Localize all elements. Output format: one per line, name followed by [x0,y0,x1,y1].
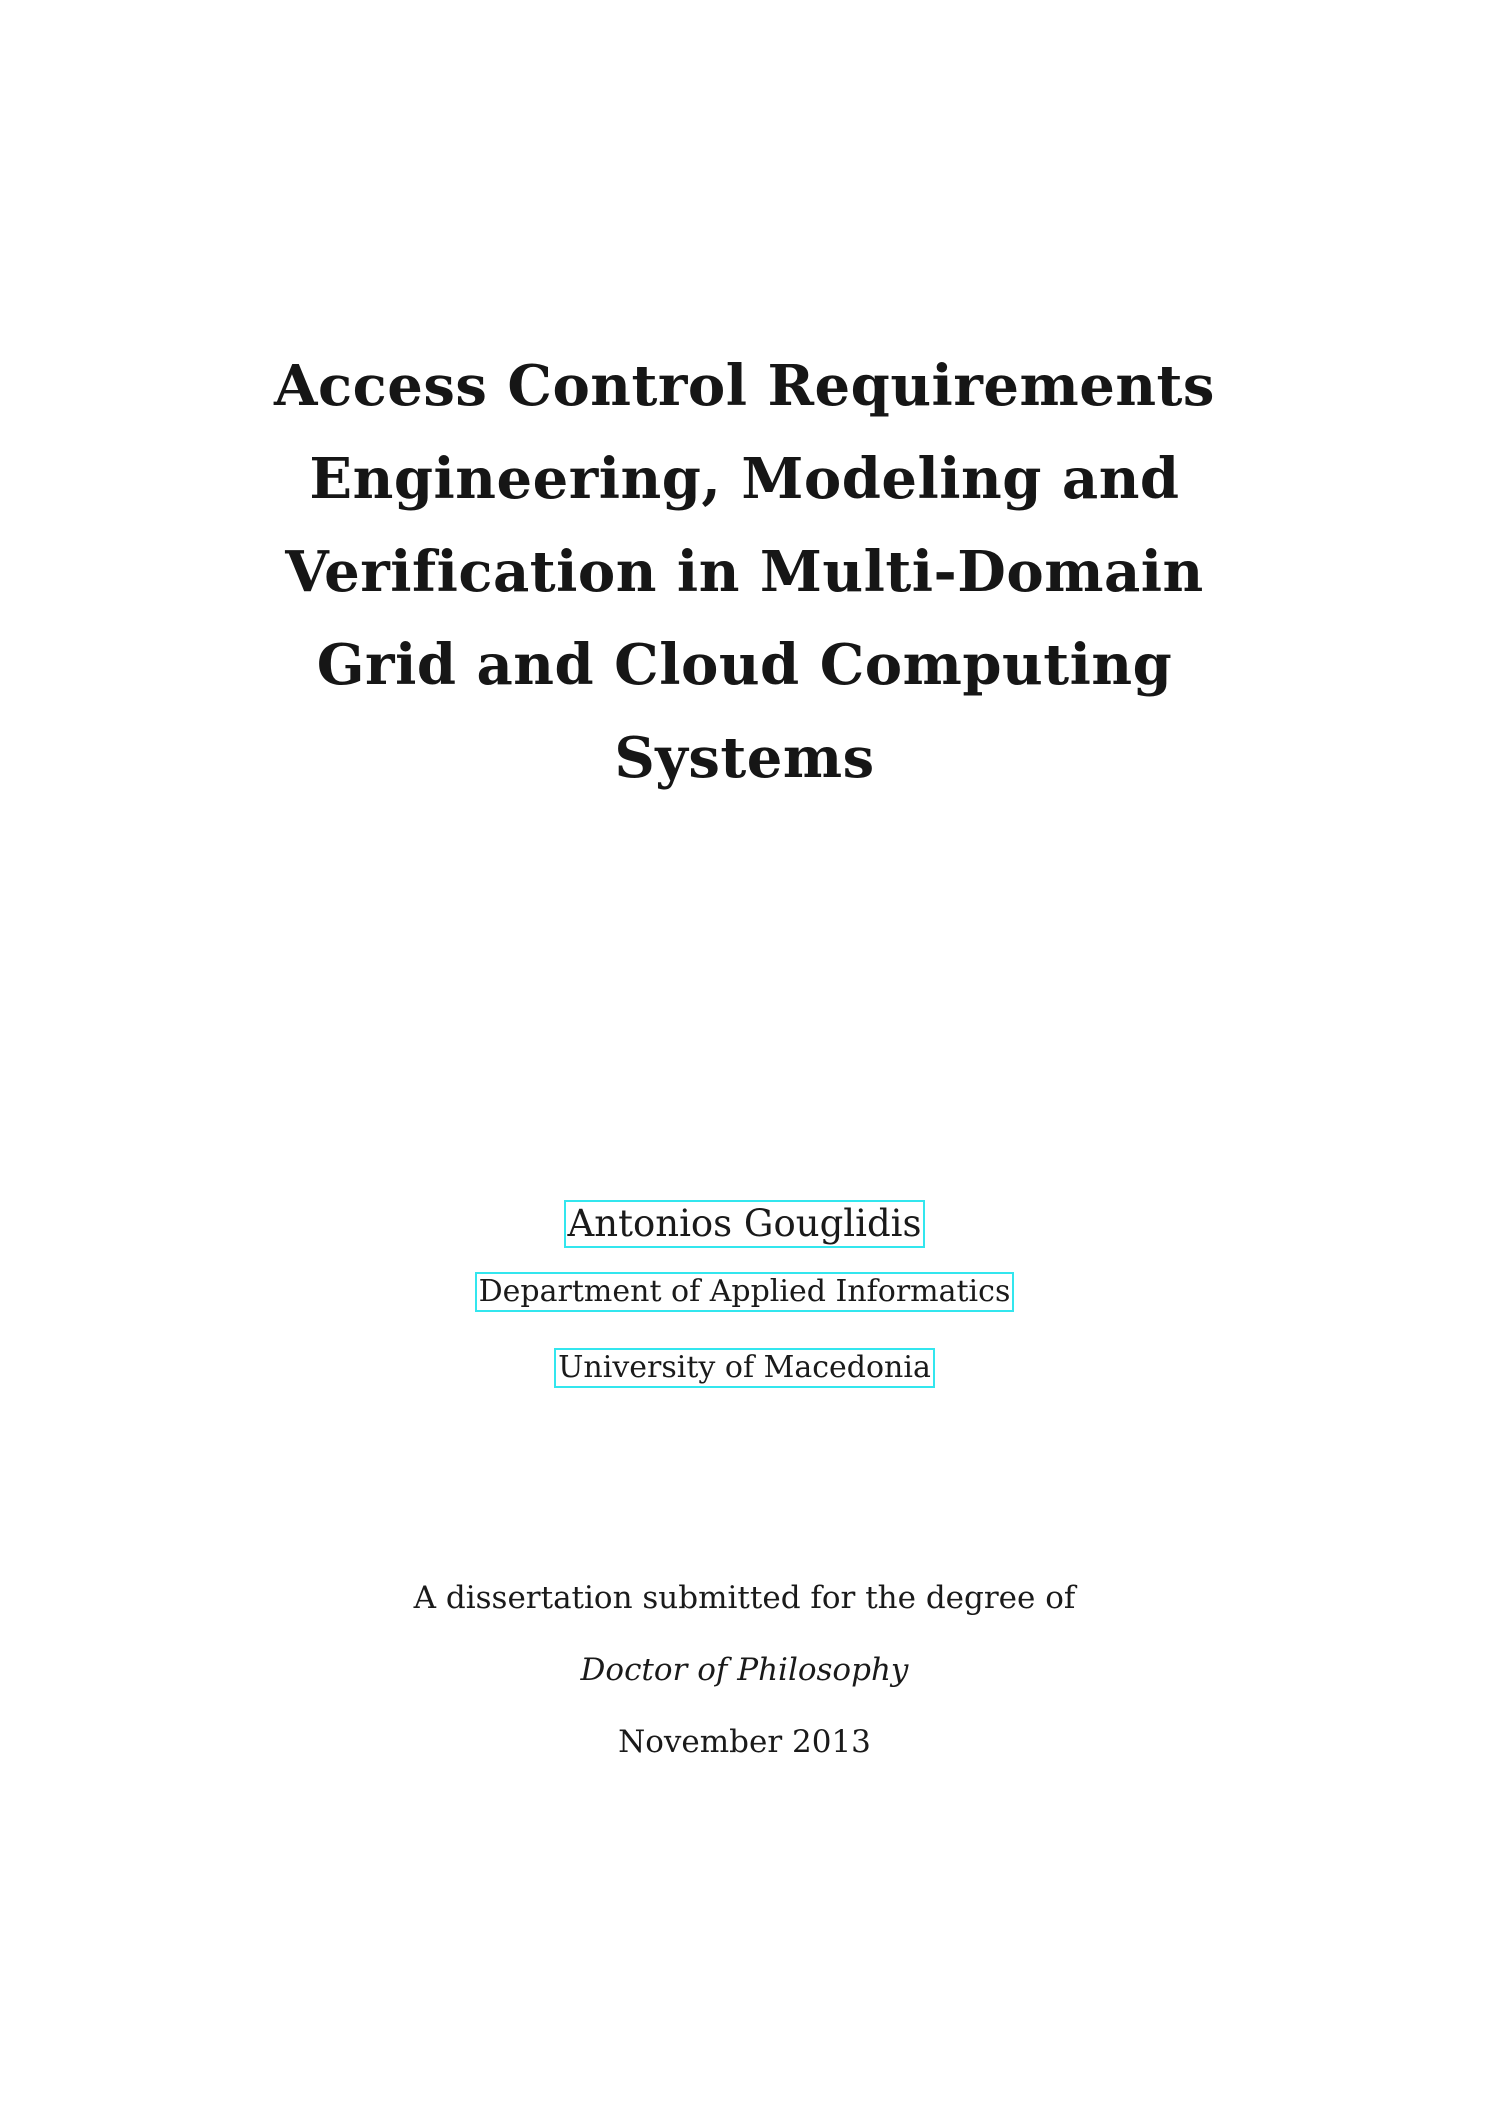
author-row [0,1200,1489,1248]
submission-info [0,1580,1489,1796]
degree-name: Doctor of Philosophy [580,1652,909,1688]
university-link[interactable]: University of Macedonia [554,1348,935,1388]
title-line-2: Engineering, Modeling and [309,446,1180,512]
dissertation-title [0,340,1489,805]
title-line-5: Systems [614,725,875,791]
title-line-3: Verification in Multi-Domain [285,539,1204,605]
university-row [0,1348,1489,1388]
submission-date: November 2013 [618,1724,871,1760]
department-row [0,1272,1489,1312]
author-name-link[interactable]: Antonios Gouglidis [564,1200,926,1248]
department-link[interactable]: Department of Applied Informatics [475,1272,1015,1312]
title-line-4: Grid and Cloud Computing [316,632,1173,698]
author-affiliation [0,1200,1489,1424]
submission-statement: A dissertation submitted for the degree of [413,1580,1076,1616]
title-line-1: Access Control Requirements [274,353,1215,419]
